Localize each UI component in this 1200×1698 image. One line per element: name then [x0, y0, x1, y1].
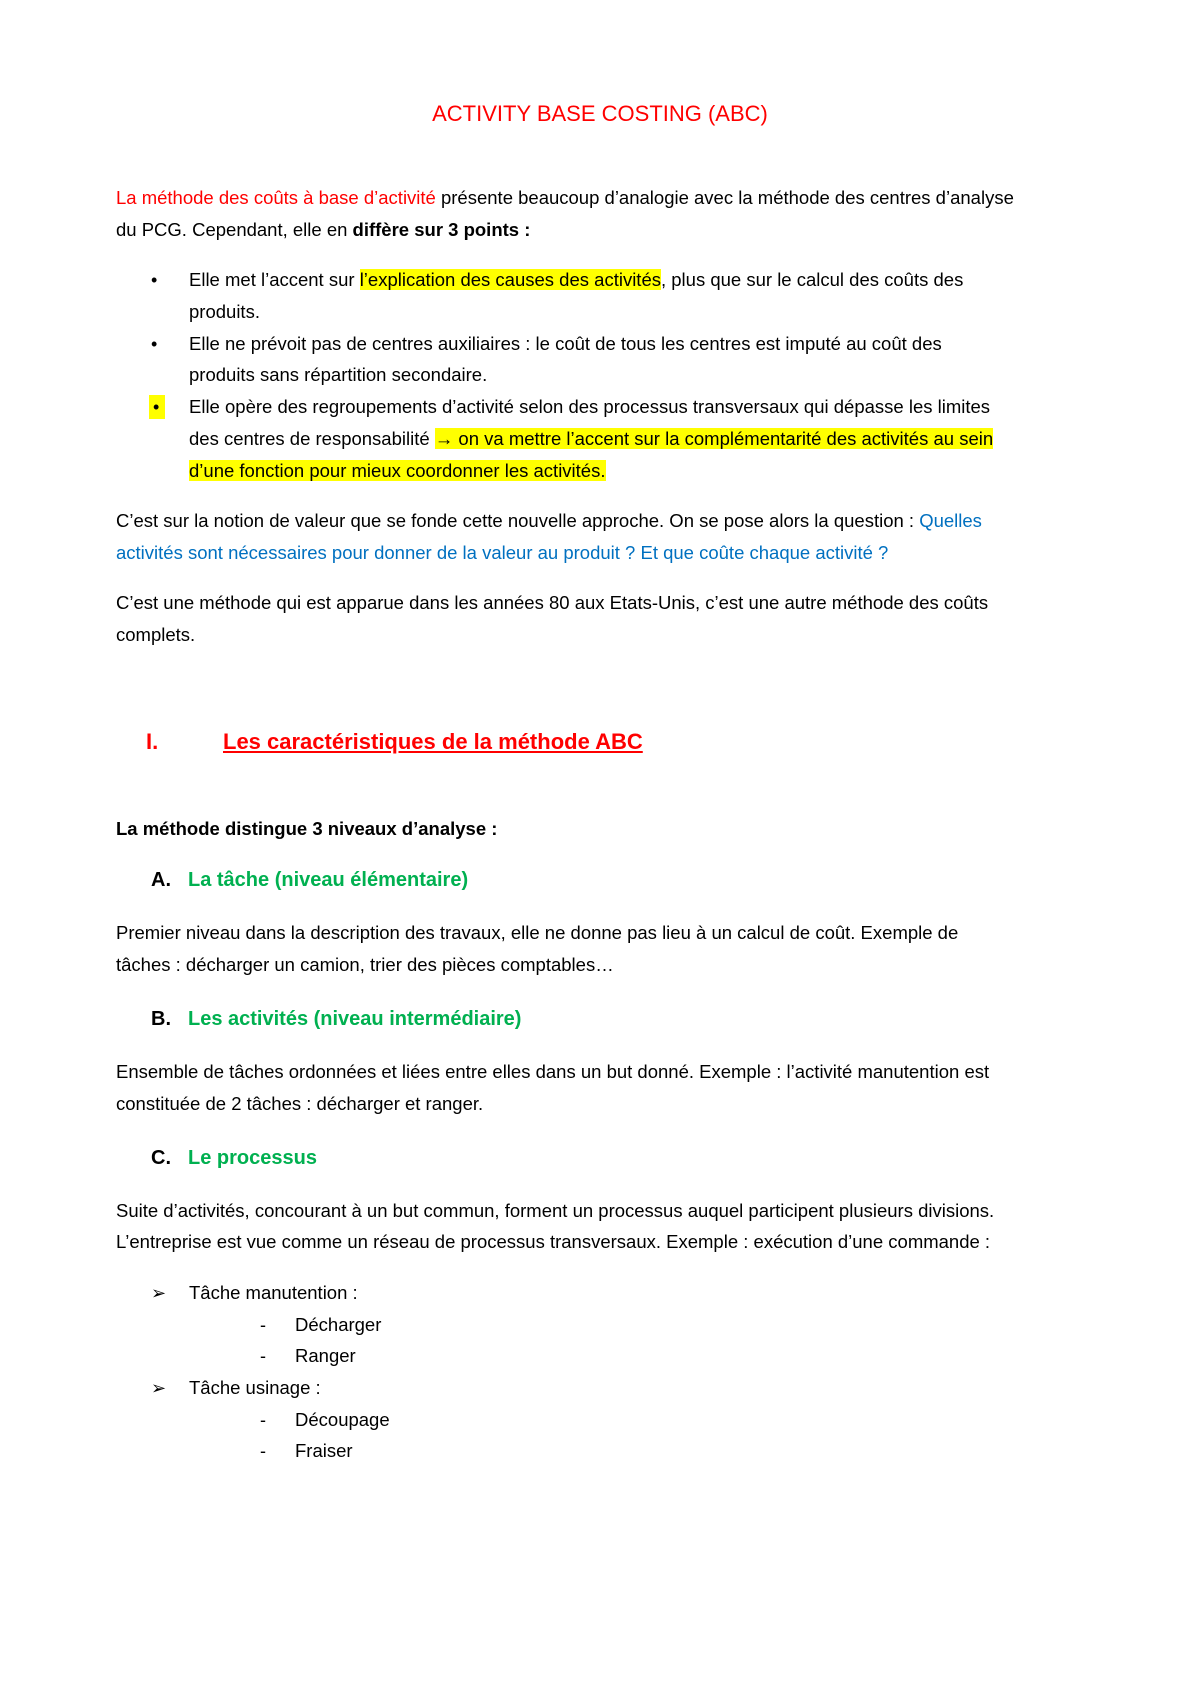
subsection-c-line-2: L’entreprise est vue comme un réseau de processus transversaux. Exemple : exécution d’une commande :: [116, 1231, 991, 1252]
subsection-a-line-1: Premier niveau dans la description des travaux, elle ne donne pas lieu à un calcul de coût. Exemple de: [116, 922, 959, 943]
value-para-blue-1: Quelles: [919, 510, 982, 531]
value-para-line-2: activités sont nécessaires pour donner de la valeur au produit ? Et que coûte chaque activité ?: [116, 542, 889, 563]
subsection-b-line-1: Ensemble de tâches ordonnées et liées entre elles dans un but donné. Exemple : l’activité manutention est: [116, 1061, 990, 1082]
value-para-line-1: [116, 509, 982, 533]
bullet-icon: •: [149, 395, 165, 419]
bullet-3-highlight-1: on va mettre l’accent sur la complémentarité des activités au sein: [453, 428, 994, 449]
origin-para-line-2: complets.: [116, 624, 196, 645]
arrowhead-bullet-icon: ➢: [151, 1283, 167, 1303]
task-1-item-1: Décharger: [295, 1314, 382, 1335]
document-title: ACTIVITY BASE COSTING (ABC): [432, 101, 768, 126]
task-2-label: Tâche usinage :: [189, 1377, 321, 1398]
intro-line-1: [116, 186, 1014, 210]
bullet-icon: •: [151, 270, 158, 290]
subsection-b-title: Les activités (niveau intermédiaire): [188, 1008, 522, 1030]
task-1-item-2: Ranger: [295, 1345, 356, 1366]
subsection-a-line-2: tâches : décharger un camion, trier des pièces comptables…: [116, 954, 614, 975]
intro-line-2-end: :: [519, 219, 531, 240]
bullet-3-line-3: [189, 459, 606, 483]
dash-bullet-icon: -: [260, 1315, 266, 1335]
bullet-1-pre: Elle met l’accent sur: [189, 269, 360, 290]
bullet-icon: •: [151, 334, 158, 354]
dash-bullet-icon: -: [260, 1346, 266, 1366]
intro-bold-phrase: diffère sur 3 points: [352, 219, 520, 240]
arrowhead-bullet-icon: ➢: [151, 1378, 167, 1398]
subsection-a-title: La tâche (niveau élémentaire): [188, 869, 469, 891]
bullet-1-post: , plus que sur le calcul des coûts des: [660, 269, 964, 290]
intro-red-phrase: La méthode des coûts à base d’activité: [116, 187, 436, 208]
bullet-3-line-1: Elle opère des regroupements d’activité selon des processus transversaux qui dépasse les limites: [189, 396, 991, 417]
subsection-a-letter: A.: [151, 869, 171, 891]
dash-bullet-icon: -: [260, 1410, 266, 1430]
intro-line-2-start: du PCG. Cependant, elle en: [116, 219, 353, 240]
bullet-1-line-1: [189, 268, 963, 292]
bullet-2-line-1: Elle ne prévoit pas de centres auxiliaires : le coût de tous les centres est imputé au coût des: [189, 333, 942, 354]
bullet-3-highlight-2: d’une fonction pour mieux coordonner les activités.: [189, 460, 606, 481]
intro-line-2: [116, 218, 530, 242]
task-2-item-1: Découpage: [295, 1409, 390, 1430]
task-1-label: Tâche manutention :: [189, 1282, 358, 1303]
task-2-item-2: Fraiser: [295, 1440, 353, 1461]
subsection-c-title: Le processus: [188, 1147, 317, 1169]
subsection-b-line-2: constituée de 2 tâches : décharger et ranger.: [116, 1093, 484, 1114]
bullet-3-pre: des centres de responsabilité: [189, 428, 435, 449]
section-1-title: Les caractéristiques de la méthode ABC: [223, 729, 643, 754]
right-arrow-icon: →: [434, 428, 454, 449]
subsection-b-letter: B.: [151, 1008, 171, 1030]
bullet-1-highlight: l’explication des causes des activités: [359, 269, 661, 290]
subsection-c-letter: C.: [151, 1147, 171, 1169]
bullet-3-line-2: [189, 427, 993, 451]
levels-intro: La méthode distingue 3 niveaux d’analyse :: [116, 818, 498, 839]
subsection-c-line-1: Suite d’activités, concourant à un but commun, forment un processus auquel participent plusieurs divisions.: [116, 1200, 995, 1221]
dash-bullet-icon: -: [260, 1441, 266, 1461]
bullet-2-line-2: produits sans répartition secondaire.: [189, 364, 488, 385]
origin-para-line-1: C’est une méthode qui est apparue dans les années 80 aux Etats-Unis, c’est une autre méthode des coûts: [116, 592, 989, 613]
section-1-number: I.: [146, 729, 159, 754]
value-para-pre: C’est sur la notion de valeur que se fonde cette nouvelle approche. On se pose alors la question :: [116, 510, 920, 531]
intro-line-1-rest: présente beaucoup d’analogie avec la méthode des centres d’analyse: [435, 187, 1014, 208]
bullet-1-line-2: produits.: [189, 301, 260, 322]
